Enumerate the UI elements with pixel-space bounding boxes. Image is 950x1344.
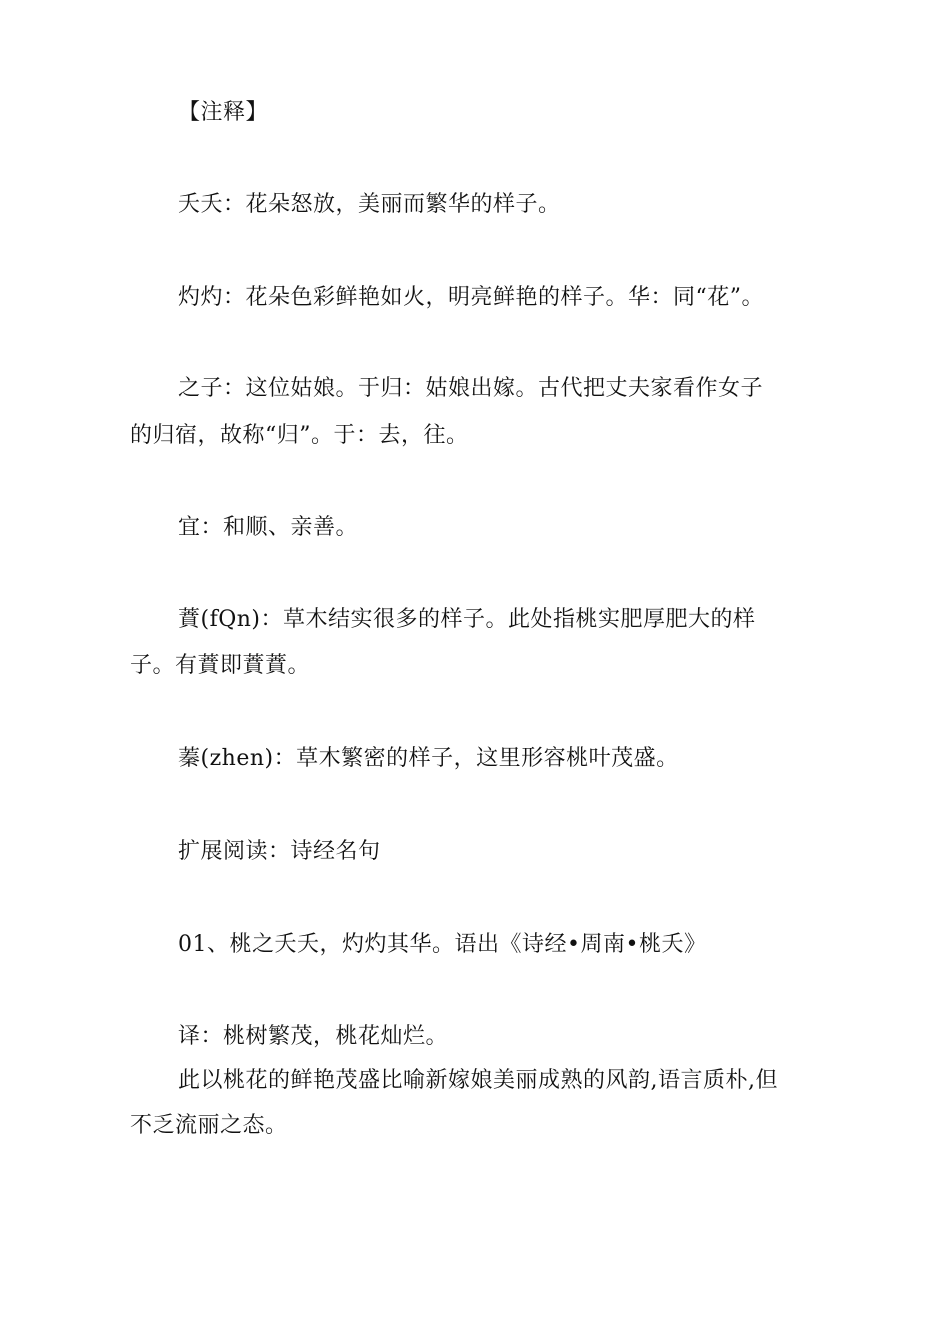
extended-reading-title: 扩展阅读：诗经名句: [178, 839, 381, 864]
note-yi: 宜：和顺、亲善。: [178, 515, 359, 540]
note-yaoyao: 夭夭：花朵怒放，美丽而繁华的样子。: [178, 192, 561, 217]
note-fen-line-1: 蕡(fQn)：草木结实很多的样子。此处指桃实肥厚肥大的样: [178, 607, 756, 632]
note-fen-line-2: 子。有蕡即蕡蕡。: [130, 653, 311, 678]
section-heading: 【注释】: [178, 100, 269, 125]
note-zhen: 蓁(zhen)：草木繁密的样子，这里形容桃叶茂盛。: [178, 746, 679, 771]
note-zhizi-line-1: 之子：这位姑娘。于归：姑娘出嫁。古代把丈夫家看作女子: [178, 376, 764, 401]
note-zhizi-line-2: 的归宿，故称“归”。于：去，往。: [130, 423, 469, 448]
translation-line: 译：桃树繁茂，桃花灿烂。: [178, 1024, 449, 1049]
quote-line: 01、桃之夭夭，灼灼其华。语出《诗经•周南•桃夭》: [178, 932, 707, 957]
note-zhuozhuo: 灼灼：花朵色彩鲜艳如火，明亮鲜艳的样子。华：同“花”。: [178, 285, 764, 310]
commentary-line-1: 此以桃花的鲜艳茂盛比喻新嫁娘美丽成熟的风韵,语言质朴,但: [178, 1068, 778, 1093]
commentary-line-2: 不乏流丽之态。: [130, 1113, 288, 1138]
